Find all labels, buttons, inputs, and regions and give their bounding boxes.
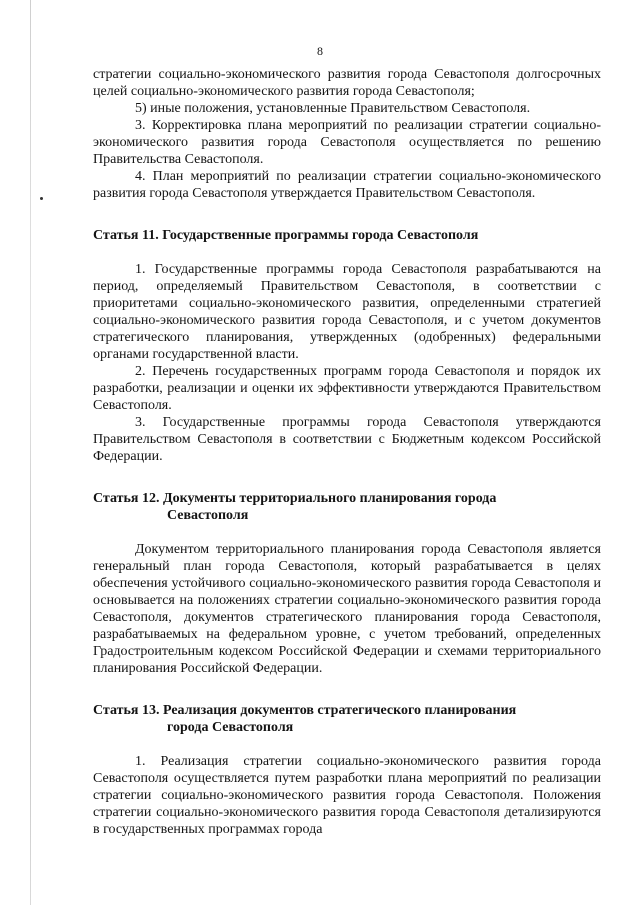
paragraph: 5) иные положения, установленные Правительством Севастополя. (135, 101, 531, 116)
article-12-heading-line1: Статья 12. Документы территориального планирования города (93, 491, 497, 506)
article-12-heading-line2: Севастополя (167, 508, 249, 523)
scan-edge-line (30, 0, 31, 905)
paragraph: 3. Корректировка плана мероприятий по реализации стратегии социально-экономического развития города Севастополя осуществляется по решению Правительства Севастополя. (93, 118, 601, 167)
paragraph: 2. Перечень государственных программ города Севастополя и порядок их разработки, реализации и оценки их эффективности утверждаются Правительством Севастополя. (93, 364, 601, 413)
paragraph: 3. Государственные программы города Севастополя утверждаются Правительством Севастополя в соответствии с Бюджетным кодексом Российской Федерации. (93, 415, 601, 464)
scan-speck (40, 197, 43, 200)
article-12-heading (93, 490, 601, 524)
paragraph: 4. План мероприятий по реализации стратегии социально-экономического развития города Севастополя утверждается Правительством Севастополя. (93, 169, 601, 201)
article-13-heading-line2: города Севастополя (167, 720, 294, 735)
page-number: 8 (317, 44, 323, 58)
article-11-heading: Статья 11. Государственные программы города Севастополя (93, 228, 479, 243)
paragraph: 1. Реализация стратегии социально-экономического развития города Севастополя осуществляется путем разработки плана мероприятий по реализации стратегии социально-экономического развития города Севастополя. Положения стратегии социально-экономического развития города Севастополя детализируются в государственных программах города (93, 754, 601, 837)
document-body (93, 66, 601, 838)
paragraph: стратегии социально-экономического развития города Севастополя долгосрочных целей социально-экономического развития города Севастополя; (93, 67, 601, 99)
paragraph: Документом территориального планирования города Севастополя является генеральный план города Севастополя, который разрабатывается в целях обеспечения устойчивого социально-экономического развития города Севастополя и основывается на положениях стратегии социально-экономического развития города Севастополя, документов стратегического планирования города Севастополя, разрабатываемых на федеральном уровне, с учетом требований, определенных Градостроительным кодексом Российской Федерации и схемами территориального планирования Российской Федерации. (93, 542, 601, 676)
article-13-heading-line1: Статья 13. Реализация документов стратегического планирования (93, 703, 517, 718)
article-13-heading (93, 702, 601, 736)
paragraph: 1. Государственные программы города Севастополя разрабатываются на период, определяемый Правительством Севастополя, в соответствии с приоритетами социально-экономического развития, определенными стратегией социально-экономического развития города Севастополя, и с учетом документов стратегического планирования, утвержденных (одобренных) федеральными органами государственной власти. (93, 262, 601, 362)
